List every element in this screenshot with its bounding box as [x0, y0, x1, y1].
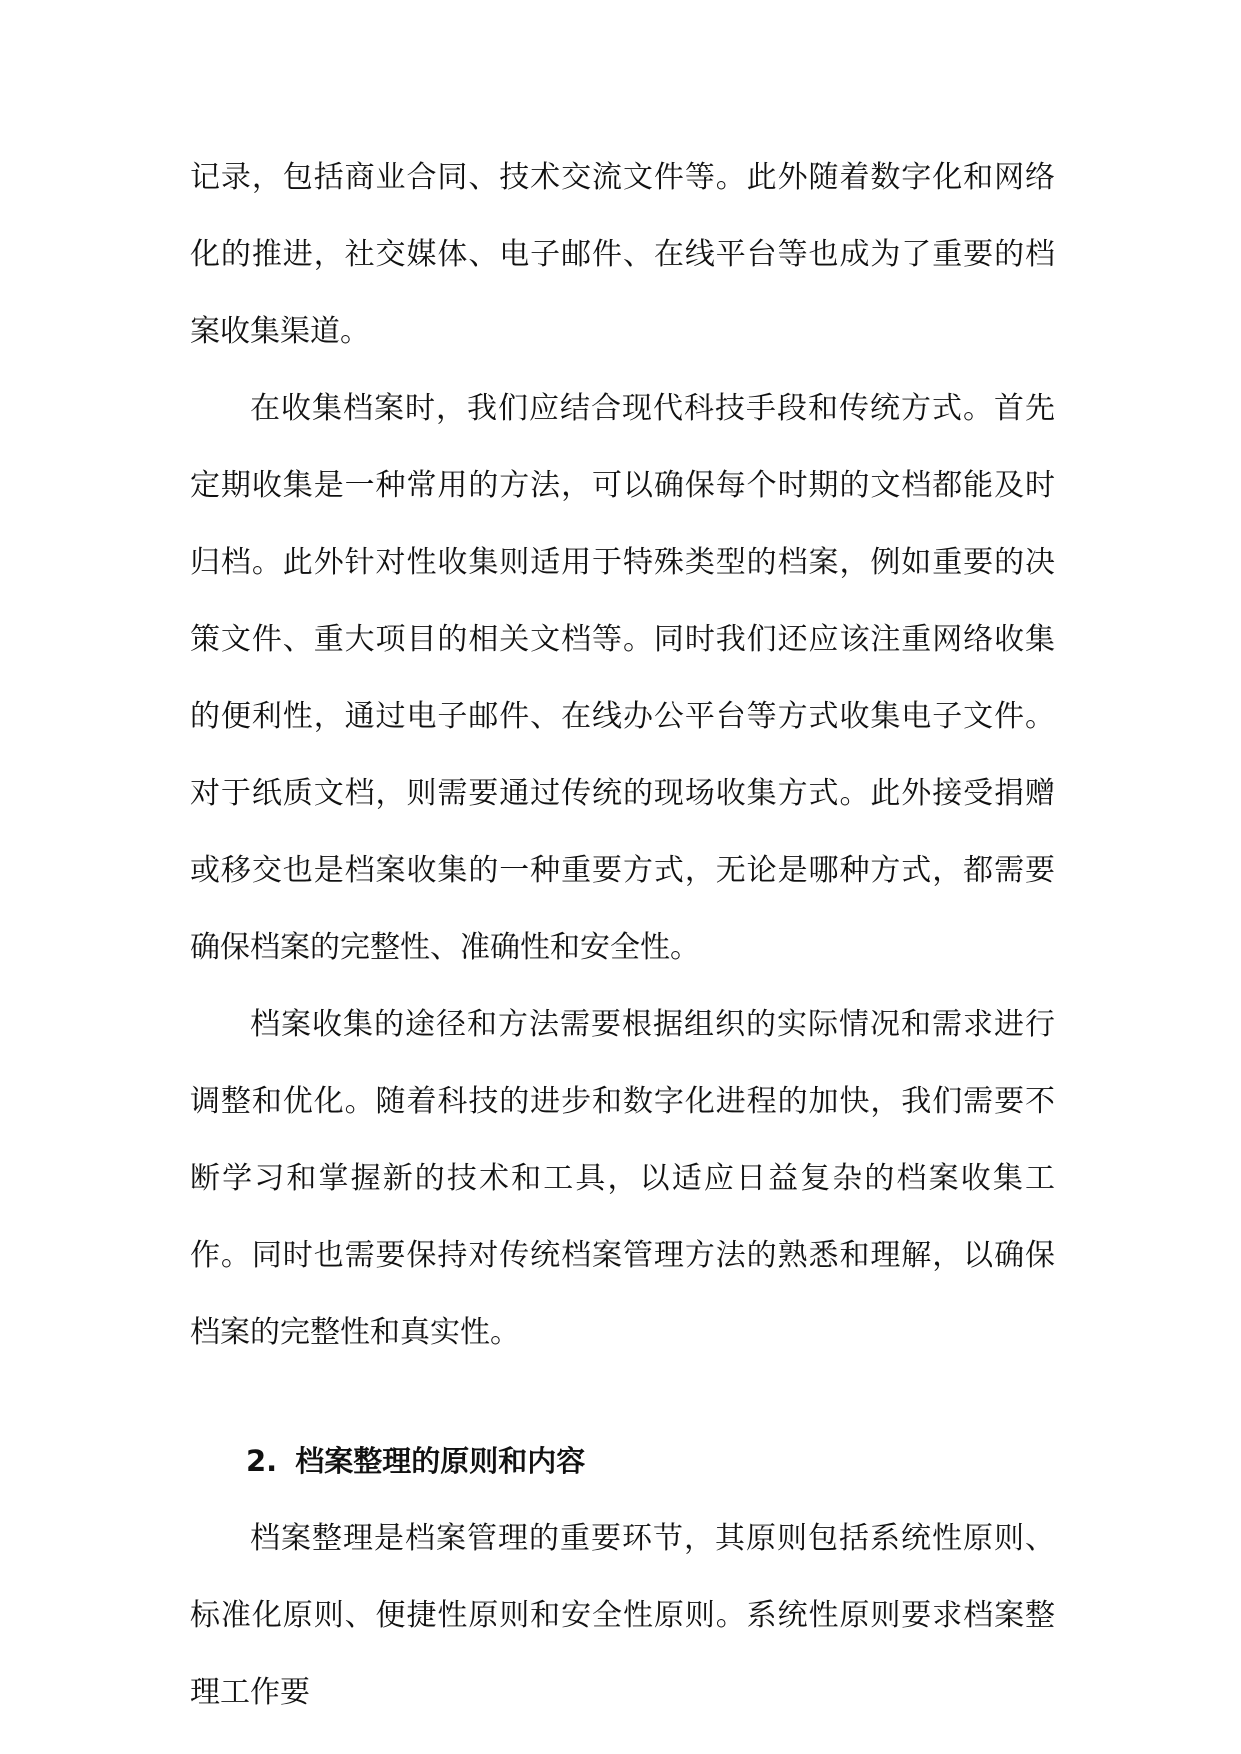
- document-page: [190, 139, 1055, 1731]
- body-paragraph-3: 档案收集的途径和方法需要根据组织的实际情况和需求进行调整和优化。随着科技的进步和数字化进程的加快，我们需要不断学习和掌握新的技术和工具，以适应日益复杂的档案收集工作。同时也需要保持对传统档案管理方法的熟悉和理解，以确保档案的完整性和真实性。: [190, 1007, 1055, 1350]
- body-paragraph-1: 记录，包括商业合同、技术交流文件等。此外随着数字化和网络化的推进，社交媒体、电子邮件、在线平台等也成为了重要的档案收集渠道。: [190, 160, 1055, 349]
- body-paragraph-2: 在收集档案时，我们应结合现代科技手段和传统方式。首先定期收集是一种常用的方法，可以确保每个时期的文档都能及时归档。此外针对性收集则适用于特殊类型的档案，例如重要的决策文件、重大项目的相关文档等。同时我们还应该注重网络收集的便利性，通过电子邮件、在线办公平台等方式收集电子文件。对于纸质文档，则需要通过传统的现场收集方式。此外接受捐赠或移交也是档案收集的一种重要方式，无论是哪种方式，都需要确保档案的完整性、准确性和安全性。: [190, 391, 1055, 965]
- section-title: 档案整理的原则和内容: [295, 1444, 586, 1478]
- section-heading: [190, 1423, 1055, 1500]
- section-number: 2.: [246, 1444, 278, 1478]
- body-paragraph-4: 档案整理是档案管理的重要环节，其原则包括系统性原则、标准化原则、便捷性原则和安全性原则。系统性原则要求档案整理工作要: [190, 1521, 1055, 1710]
